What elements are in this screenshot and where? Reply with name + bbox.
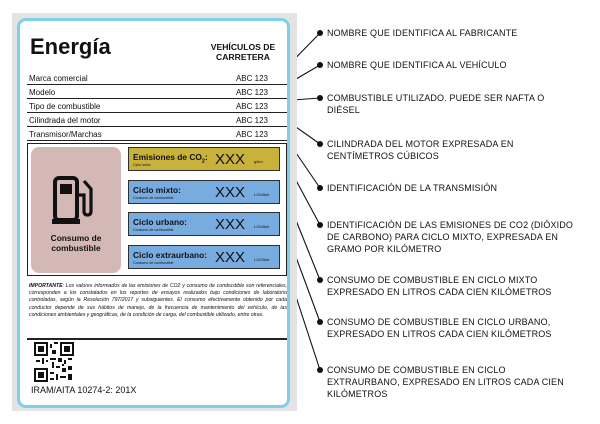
cycle-value: XXX <box>215 249 246 266</box>
spec-label: Cilindrada del motor <box>29 116 101 125</box>
fuel-consumption-box <box>31 147 121 273</box>
cycle-value: XXX <box>215 216 246 233</box>
fuel-pump-icon <box>52 175 98 225</box>
spec-value: ABC 123 <box>235 116 268 125</box>
annotation-mixed-cycle: CONSUMO DE COMBUSTIBLE EN CICLO MIXTO EXPRESADO EN LITROS CADA CIEN KILÓMETROS <box>327 275 552 297</box>
annotation-fuel-type: COMBUSTIBLE UTILIZADO. PUEDE SER NAFTA O DIÉSEL <box>327 93 545 115</box>
cycle-caption: Consumo de combustible <box>133 261 174 265</box>
note-heading: IMPORTANTE <box>29 283 63 289</box>
spec-value: ABC 123 <box>235 102 268 111</box>
cycle-name: Ciclo mixto: <box>133 185 181 195</box>
divider <box>27 338 287 340</box>
extra-urban-cycle-box <box>128 245 280 269</box>
co2-value: XXX <box>215 151 246 168</box>
spec-table <box>27 71 287 141</box>
spec-row <box>27 113 287 127</box>
spec-row <box>27 127 287 141</box>
spec-label: Modelo <box>29 88 56 97</box>
cycle-unit: L/100km <box>254 224 270 229</box>
annotation-transmission: IDENTIFICACIÓN DE LA TRANSMISIÓN <box>327 183 498 193</box>
cycle-unit: L/100km <box>254 257 270 262</box>
cycle-name: Ciclo extraurbano: <box>133 250 207 260</box>
standard-reference: IRAM/AITA 10274-2: 201X <box>31 385 137 395</box>
spec-label: Transmisor/Marchas <box>29 130 102 139</box>
spec-row <box>27 71 287 85</box>
label-title: Energía <box>30 34 111 59</box>
cycle-caption: Consumo de combustible <box>133 228 174 232</box>
cycle-value: XXX <box>215 184 246 201</box>
annotation-manufacturer: NOMBRE QUE IDENTIFICA AL FABRICANTE <box>327 28 518 38</box>
cycle-caption: Consumo de combustible <box>133 196 174 200</box>
urban-cycle-box <box>128 212 280 236</box>
annotation-displacement: CILINDRADA DEL MOTOR EXPRESADA EN CENTÍMETROS CÚBICOS <box>327 139 514 161</box>
fuel-consumption-caption: Consumo de combustible <box>50 233 102 253</box>
spec-row <box>27 85 287 99</box>
spec-row <box>27 99 287 113</box>
co2-caption: Ciclo mixto <box>133 163 151 167</box>
co2-unit: g/km <box>254 159 263 164</box>
spec-value: ABC 123 <box>235 88 268 97</box>
consumption-panel <box>27 143 287 276</box>
spec-value: ABC 123 <box>235 74 268 83</box>
qr-code-icon <box>34 342 74 382</box>
energy-label <box>17 18 290 408</box>
spec-label: Tipo de combustible <box>29 102 101 111</box>
cycle-unit: L/100km <box>254 192 270 197</box>
spec-label: Marca comercial <box>29 74 88 83</box>
mixed-cycle-box <box>128 180 280 204</box>
disclaimer-note <box>29 283 287 319</box>
note-body: : Los valores informados de las emisiones de CO2 y consumo de combustible son referenciales, corresponden a los constatados en los reportes de ensayos realizados bajo condiciones de laboratorio controladas, según la Resolución 797/2017 y subsiguientes. El consumo efectivamente obtenido por cada conductor depende de sus hábitos de manejo, de la frecuencia de mantenimiento del vehículo, de las condiciones ambientales y geográficas, de la condición de carga, del combustible utilizado, entre otras. <box>29 283 287 318</box>
co2-label: Emisiones de $CO_2$: <box>133 152 208 165</box>
annotation-extra-urban-cycle: CONSUMO DE COMBUSTIBLE EN CICLO EXTRAURBANO, EXPRESADO EN LITROS CADA CIEN KILÓMETROS <box>327 365 564 399</box>
annotation-urban-cycle: CONSUMO DE COMBUSTIBLE EN CICLO URBANO, EXPRESADO EN LITROS CADA CIEN KILÓMETROS <box>327 317 552 339</box>
co2-emissions-box <box>128 147 280 171</box>
cycle-name: Ciclo urbano: <box>133 217 187 227</box>
spec-value: ABC 123 <box>235 130 268 139</box>
vehicle-class: VEHÍCULOS DE CARRETERA <box>210 42 276 62</box>
annotation-vehicle: NOMBRE QUE IDENTIFICA AL VEHÍCULO <box>327 60 507 70</box>
annotation-co2-emissions: IDENTIFICACIÓN DE LAS EMISIONES DE CO2 (DIÓXIDO DE CARBONO) PARA CICLO MIXTO, EXPRESADA EN GRAMO POR KILÓMETRO <box>327 220 574 254</box>
